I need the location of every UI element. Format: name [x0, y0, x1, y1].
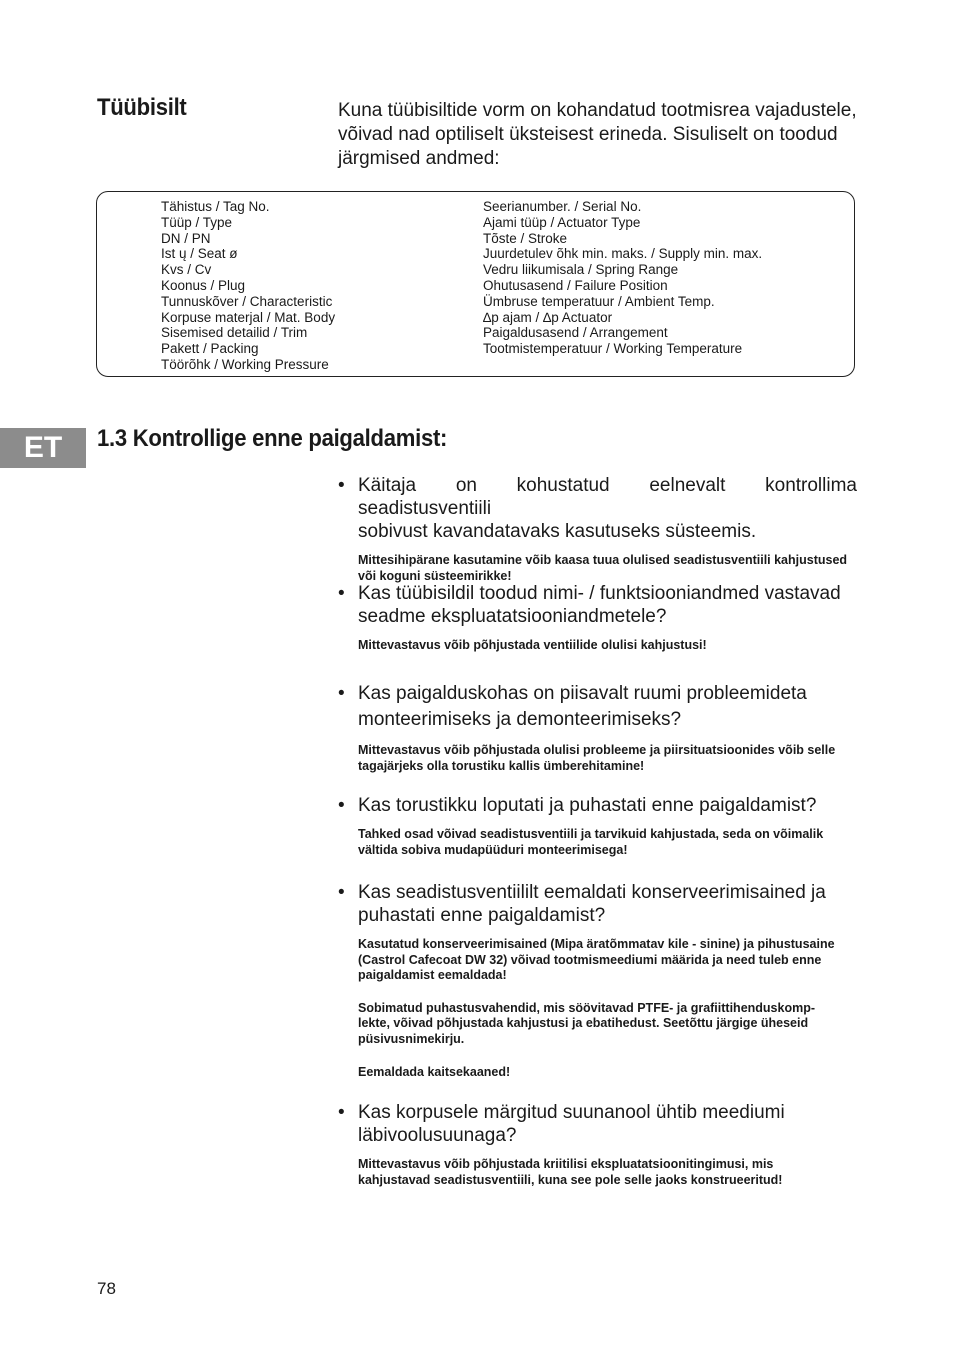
plate-field: DN / PN	[161, 230, 211, 246]
plate-field: Tunnuskõver / Characteristic	[161, 293, 333, 309]
plate-field: Seerianumber. / Serial No.	[483, 199, 642, 214]
check-item	[338, 474, 857, 584]
intro-line: võivad nad optiliselt üksteisest erineda. Sisuliselt on toodud	[338, 124, 838, 145]
bullet-icon: •	[338, 795, 345, 816]
plate-field: Ajami tüüp / Actuator Type	[483, 214, 641, 230]
check-item	[338, 1101, 857, 1188]
bullet-icon: •	[338, 583, 345, 604]
plate-field: Ümbruse temperatuur / Ambient Temp.	[483, 293, 715, 309]
check-item	[338, 681, 857, 774]
plate-field: Ist ų / Seat ø	[161, 246, 238, 262]
plate-field: Tootmistemperatuur / Working Temperature	[483, 341, 743, 357]
language-tab: ET	[0, 428, 86, 468]
intro-line: Kuna tüübisiltide vorm on kohandatud tootmisrea vajadustele,	[338, 100, 857, 121]
plate-field: Tõste / Stroke	[483, 230, 568, 246]
check-question: • Käitaja on kohustatud eelnevalt kontrollima seadistusventiili sobivust kavandatavaks kasutuseks süsteemis.	[338, 475, 857, 542]
type-plate-box	[96, 191, 855, 377]
plate-field: Vedru liikumisala / Spring Range	[483, 262, 679, 278]
checks-heading: 1.3 Kontrollige enne paigaldamist:	[97, 425, 448, 452]
plate-field: ∆p ajam / ∆p Actuator	[483, 309, 613, 325]
check-item	[338, 794, 857, 858]
check-note: Mittevastavus võib põhjustada olulisi probleeme ja piirsituatsioonides võib selle tagajärjeks olla torustiku kallis ümberehitamine!	[358, 743, 836, 773]
check-question: • Kas tüübisildil toodud nimi- / funktsiooniandmed vastavad seadme ekspluatatsiooniandmetele?	[338, 583, 841, 627]
plate-field: Tüüp / Type	[161, 214, 233, 230]
check-note: Tahked osad võivad seadistusventiili ja tarvikuid kahjustada, seda on võimalik vältida sobiva mudapüüduri monteerimisega!	[358, 827, 824, 857]
check-item	[338, 881, 857, 1080]
check-question: • Kas korpusele märgitud suunanool ühtib meediumi läbivoolusuunaga?	[338, 1102, 785, 1146]
check-note: Mittevastavus võib põhjustada kriitilisi ekspluatatsioonitingimusi, mis kahjustavad seadistusventiili, kuna see pole selle jaoks konstrueeritud!	[358, 1157, 783, 1187]
bullet-icon: •	[338, 683, 345, 704]
plate-field: Kvs / Cv	[161, 262, 212, 278]
plate-field: Sisemised detailid / Trim	[161, 325, 308, 341]
check-note: Mittesihipärane kasutamine võib kaasa tuua olulised seadistusventiili kahjustused või koguni süsteemirikke!	[358, 553, 848, 583]
bullet-icon: •	[338, 1102, 345, 1123]
section-title: Tüübisilt	[97, 94, 187, 121]
check-item	[338, 582, 857, 654]
plate-field: Ohutusasend / Failure Position	[483, 277, 668, 293]
check-note: Kasutatud konserveerimisained (Mipa äratõmmatav kile - sinine) ja pihustusaine (Castrol Cafecoat DW 32) võivad tootmismeediumi määrida ja need tuleb enne paigaldamist eemaldada!	[358, 937, 835, 983]
page-number: 78	[97, 1279, 116, 1298]
bullet-icon: •	[338, 882, 345, 903]
check-note: Eemaldada kaitsekaaned!	[358, 1064, 511, 1079]
check-note: Mittevastavus võib põhjustada ventiilide olulisi kahjustusi!	[358, 638, 707, 652]
check-question: • Kas seadistusventiililt eemaldati konserveerimisained ja puhastati enne paigaldamist?	[338, 882, 826, 926]
type-plate-right-column	[483, 199, 762, 357]
check-question: • Kas torustikku loputati ja puhastati enne paigaldamist?	[338, 795, 817, 816]
plate-field: Juurdetulev õhk min. maks. / Supply min. max.	[483, 246, 763, 262]
check-note: Sobimatud puhastusvahendid, mis söövitavad PTFE- ja grafiittihenduskomp- lekte, võivad põhjustada kahjustusi ja ebatihedust. Seetõttu järgige üheseid püsivusnimekirju.	[358, 1000, 816, 1046]
intro-line: järgmised andmed:	[338, 148, 500, 169]
bullet-icon: •	[338, 475, 345, 496]
plate-field: Tähistus / Tag No.	[161, 199, 270, 214]
plate-field: Pakett / Packing	[161, 341, 259, 357]
plate-field: Paigaldusasend / Arrangement	[483, 325, 668, 341]
plate-field: Töörõhk / Working Pressure	[161, 356, 329, 372]
type-plate-left-column	[161, 199, 335, 373]
check-question: • Kas paigalduskohas on piisavalt ruumi probleemideta monteerimiseks ja demonteerimiseks?	[338, 683, 807, 730]
intro-paragraph	[338, 99, 857, 171]
plate-field: Korpuse materjal / Mat. Body	[161, 309, 336, 325]
plate-field: Koonus / Plug	[161, 277, 246, 293]
